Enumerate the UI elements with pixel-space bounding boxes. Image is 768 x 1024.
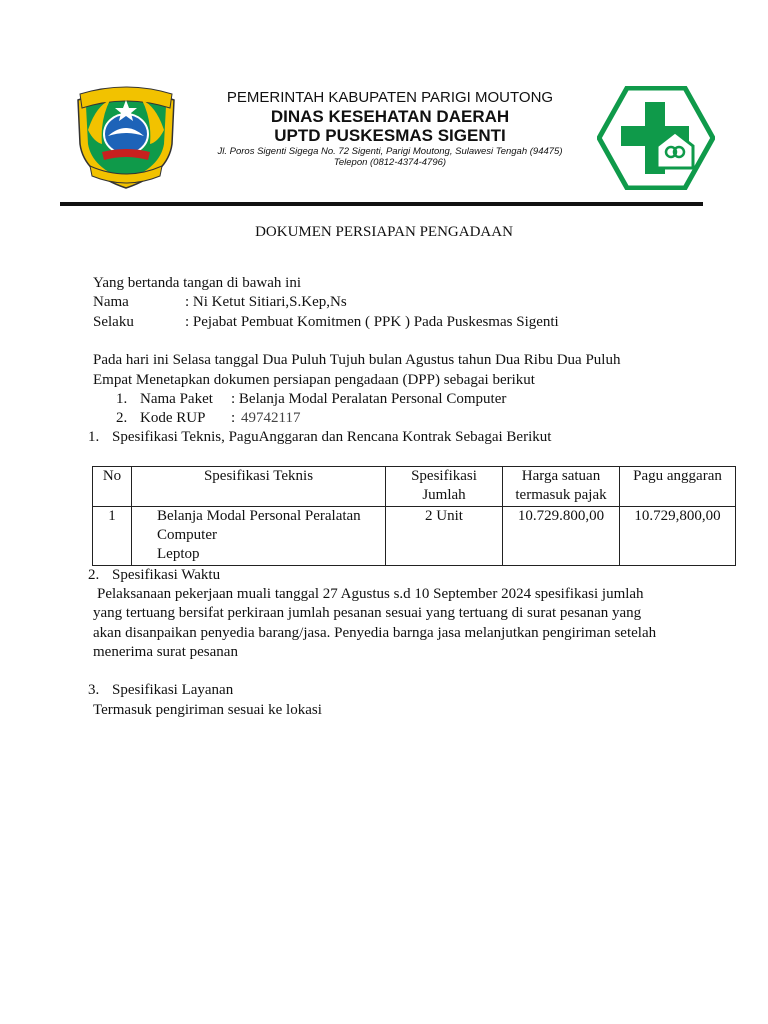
section-2-line-4: menerima surat pesanan	[93, 644, 238, 660]
package-item-2-colon: :	[231, 410, 236, 426]
signatory-name-label: Nama	[93, 294, 129, 310]
row-price: 10.729.800,00	[503, 507, 620, 566]
section-2-number: 2.	[88, 567, 100, 583]
letterhead-unit: UPTD PUSKESMAS SIGENTI	[274, 126, 506, 145]
parigi-moutong-crest-logo	[72, 86, 180, 190]
letterhead-phone: Telepon (0812-4374-4796)	[333, 157, 447, 168]
table-row	[93, 507, 736, 566]
letterhead-address: Jl. Poros Sigenti Sigega No. 72 Sigenti, Parigi Moutong, Sulawesi Tengah (94475)	[217, 146, 563, 157]
package-item-2-number: 2.	[116, 410, 128, 426]
spec-table-header-row	[93, 467, 736, 507]
header-price: Harga satuan termasuk pajak	[503, 467, 620, 507]
header-budget: Pagu anggaran	[620, 467, 736, 507]
header-no: No	[93, 467, 132, 507]
header-spec: Spesifikasi Teknis	[132, 467, 386, 507]
section-1-title: Spesifikasi Teknis, PaguAnggaran dan Rencana Kontrak Sebagai Berikut	[112, 429, 552, 445]
package-item-2-value: 49742117	[241, 410, 301, 426]
signatory-role-label: Selaku	[93, 314, 134, 330]
row-qty: 2 Unit	[386, 507, 503, 566]
section-2-line-3: akan disanpaikan penyedia barang/jasa. Penyedia barnga jasa melanjutkan pengiriman setelah	[93, 625, 657, 641]
package-item-1-number: 1.	[116, 391, 128, 407]
signatory-role-value: : Pejabat Pembuat Komitmen ( PPK ) Pada Puskesmas Sigenti	[185, 314, 559, 330]
header-qty: Spesifikasi Jumlah	[386, 467, 503, 507]
letterhead-agency: DINAS KESEHATAN DAERAH	[270, 107, 510, 126]
statement-line-2: Empat Menetapkan dokumen persiapan pengadaan (DPP) sebagai berikut	[93, 372, 535, 388]
row-budget: 10.729,800,00	[620, 507, 736, 566]
package-item-1-value: : Belanja Modal Peralatan Personal Computer	[231, 391, 507, 407]
signatory-intro: Yang bertanda tangan di bawah ini	[93, 275, 302, 291]
letterhead-divider	[60, 202, 703, 206]
spec-table	[92, 466, 736, 566]
section-3-number: 3.	[88, 682, 100, 698]
section-2-line-2: yang tertuang bersifat perkiraan jumlah pesanan sesuai yang tertuang di surat pesanan yang	[93, 605, 642, 621]
section-2-line-1: Pelaksanaan pekerjaan muali tanggal 27 Agustus s.d 10 September 2024 spesifikasi jumlah	[97, 586, 644, 602]
row-no: 1	[93, 507, 132, 566]
package-item-1-label: Nama Paket	[140, 391, 213, 407]
section-3-body: Termasuk pengiriman sesuai ke lokasi	[93, 702, 322, 718]
row-spec: Belanja Modal Personal Peralatan Computer Leptop	[132, 507, 386, 566]
puskesmas-logo	[597, 86, 715, 190]
section-2-title: Spesifikasi Waktu	[112, 567, 221, 583]
document-title: DOKUMEN PERSIAPAN PENGADAAN	[255, 224, 513, 240]
signatory-name-value: : Ni Ketut Sitiari,S.Kep,Ns	[185, 294, 347, 310]
section-1-number: 1.	[88, 429, 100, 445]
statement-line-1: Pada hari ini Selasa tanggal Dua Puluh Tujuh bulan Agustus tahun Dua Ribu Dua Puluh	[93, 352, 621, 368]
package-item-2-label: Kode RUP	[140, 410, 206, 426]
section-3-title: Spesifikasi Layanan	[112, 682, 234, 698]
letterhead-government: PEMERINTAH KABUPATEN PARIGI MOUTONG	[226, 89, 554, 106]
